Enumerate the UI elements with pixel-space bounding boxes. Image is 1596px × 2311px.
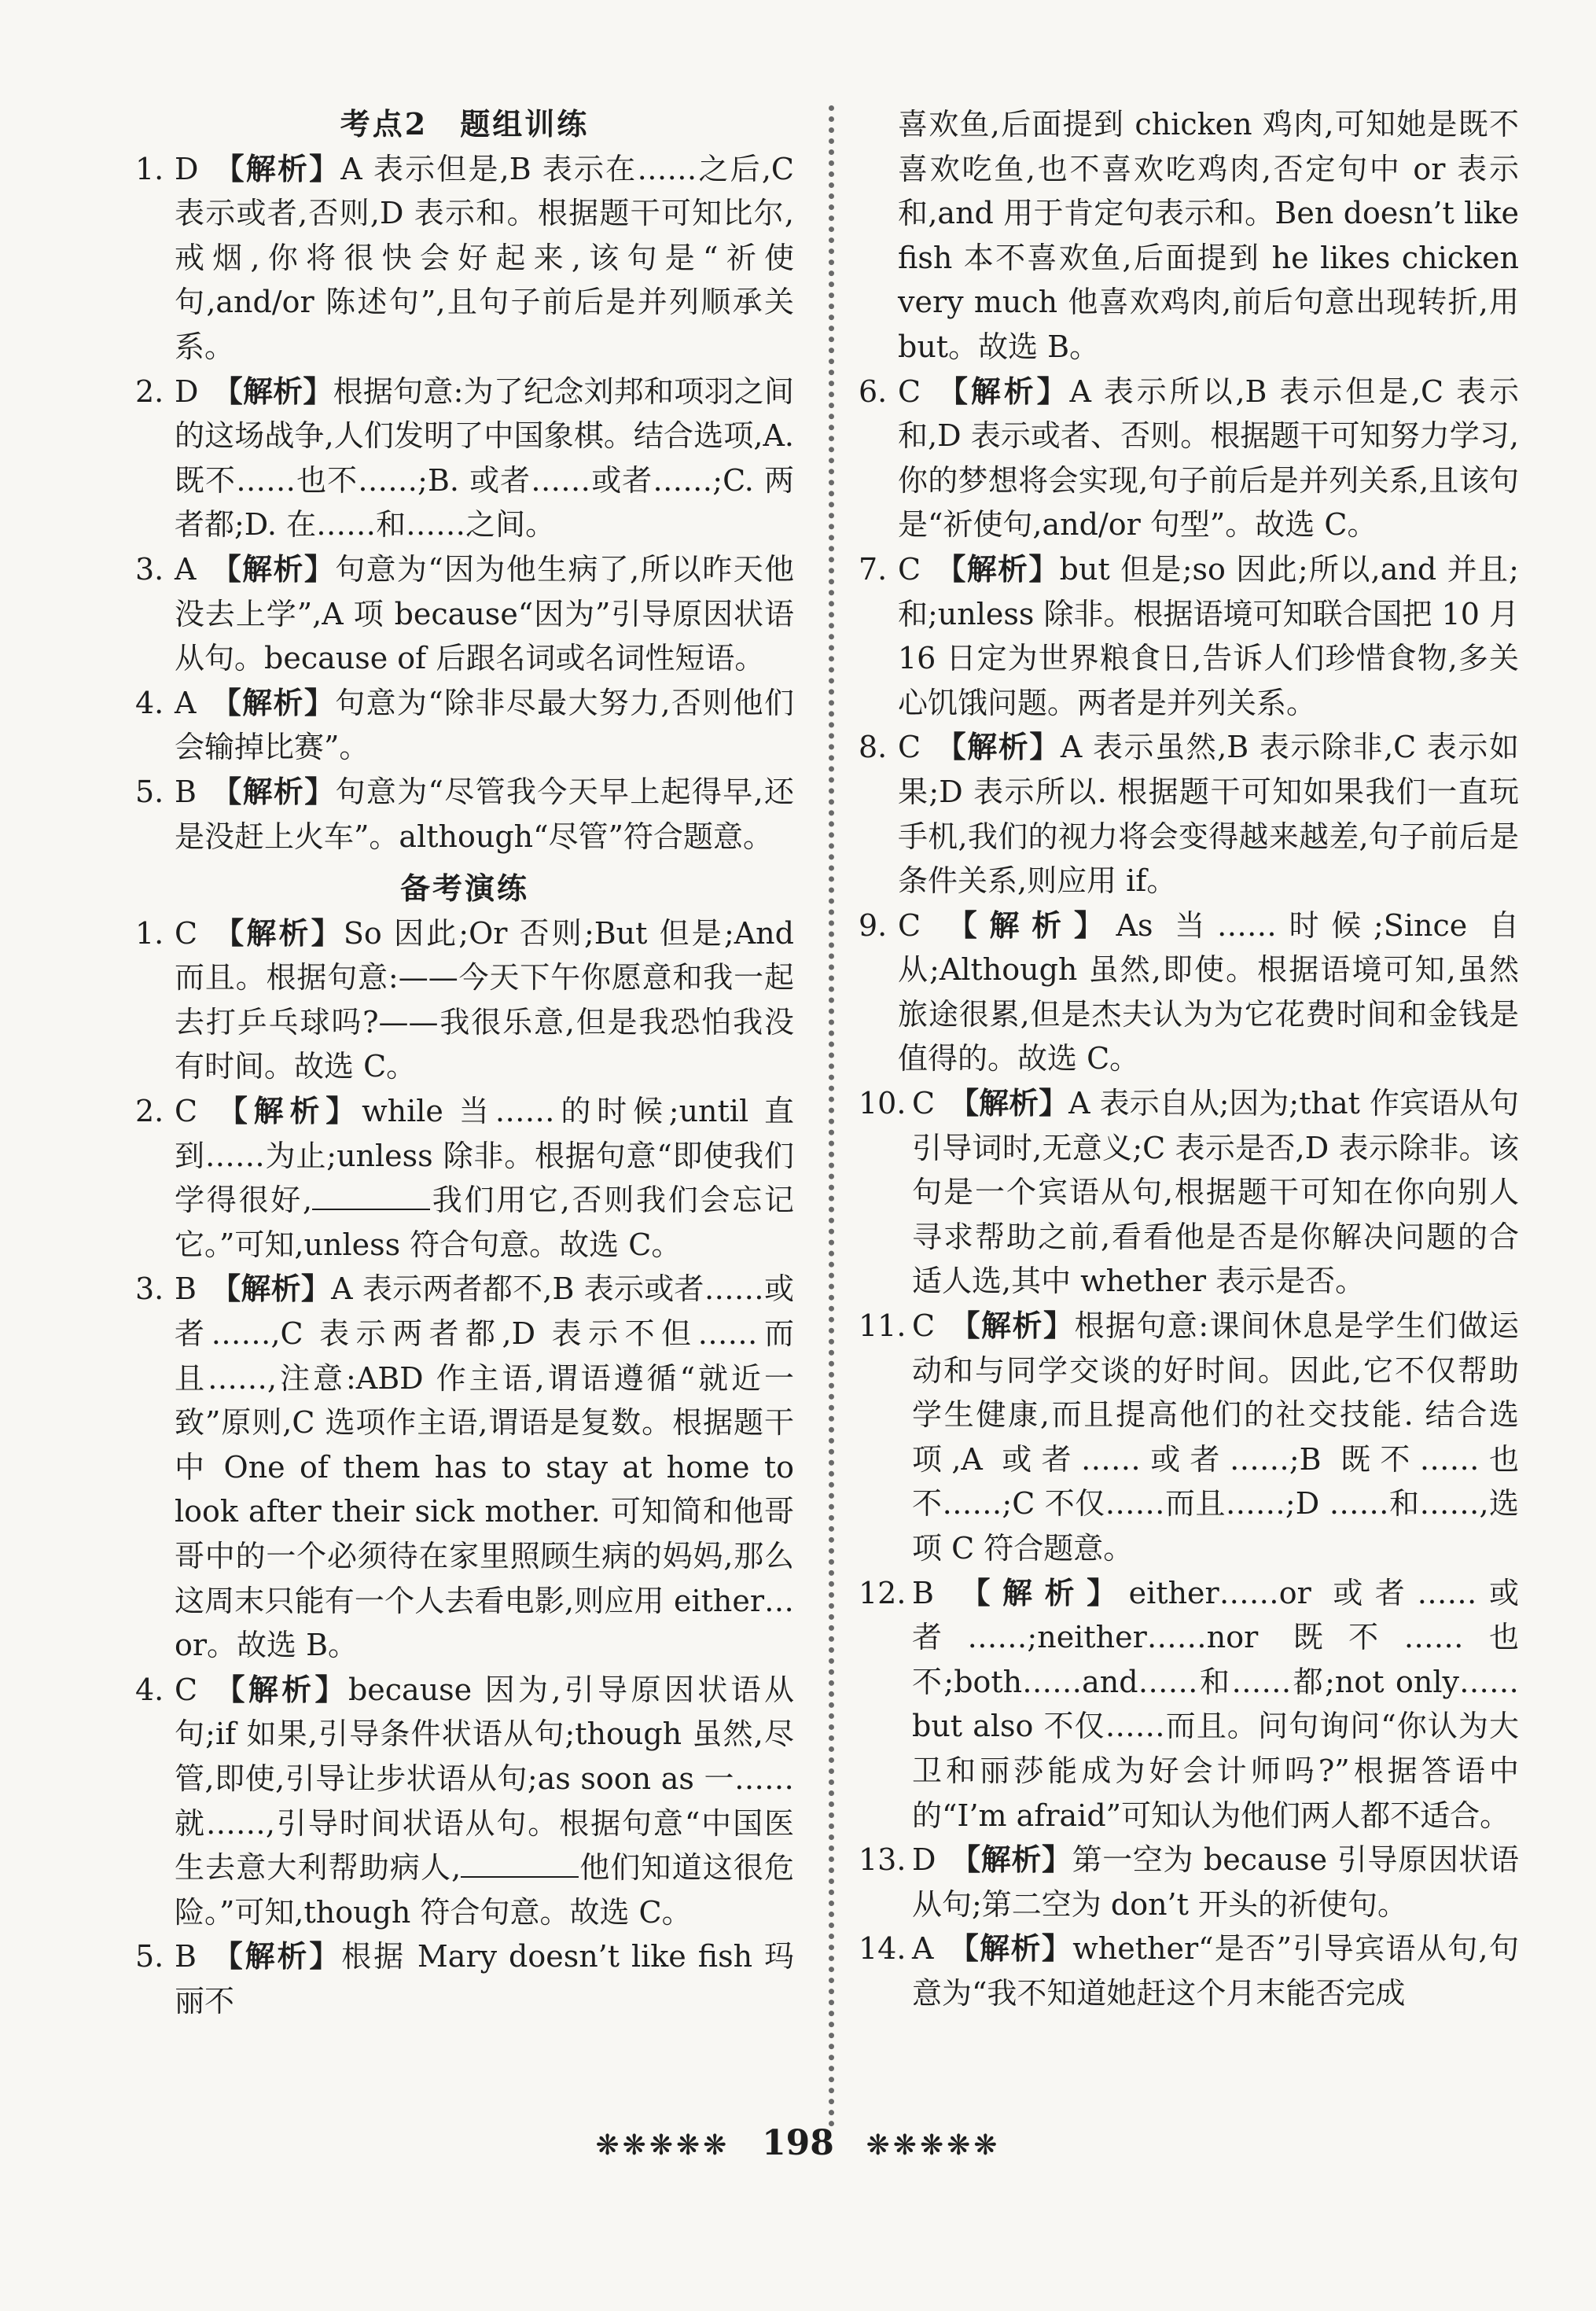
practice-item-5: 5. B 【解析】句意为“尽管我今天早上起得早,还是没赶上火车”。although“尽管”符合题意。 <box>135 773 794 854</box>
left-column <box>135 102 794 2024</box>
section-title-practice: 考点2 题组训练 <box>340 106 590 142</box>
practice-item-1: 1. D 【解析】A 表示但是,B 表示在……之后,C 表示或者,否则,D 表示和。根据题干可知比尔,戒烟,你将很快会好起来,该句是“祈使句,and/or 陈述句”,且句子前后是并列顺承关系。 <box>135 150 794 364</box>
fill-blank <box>312 1185 430 1210</box>
practice-item-3: 3. A 【解析】句意为“因为他生病了,所以昨天他没去上学”,A 项 because“因为”引导原因状语从句。because of 后跟名词或名词性短语。 <box>135 550 794 676</box>
decorative-stars-left: ❋❋❋❋❋ <box>595 2129 730 2162</box>
answer-item-3: 3. B 【解析】A 表示两者都不,B 表示或者……或者……,C 表示两者都,D 表示不但……而且……,注意:ABD 作主语,谓语遵循“就近一致”原则,C 选项作主语,谓语是复数。根据题干中 One of them has to stay at home to look after their sick mother. 可知简和他哥哥中的一个必须待在家里照顾生病的妈妈,那么这周末只能有一个人去看电影,则应用 either…or。故选 B。 <box>135 1271 794 1663</box>
decorative-stars-right: ❋❋❋❋❋ <box>866 2129 1001 2162</box>
answer-item-8: 8. C 【解析】A 表示虽然,B 表示除非,C 表示如果;D 表示所以. 根据题干可知如果我们一直玩手机,我们的视力将会变得越来越差,句子前后是条件关系,则应用 if。 <box>859 729 1519 899</box>
practice-item-4: 4. A 【解析】句意为“除非尽最大努力,否则他们会输掉比赛”。 <box>135 684 794 765</box>
section-practice-items <box>135 147 794 859</box>
answer-item-7: 7. C 【解析】but 但是;so 因此;所以,and 并且;和;unless 除非。根据语境可知联合国把 10 月 16 日定为世界粮食日,告诉人们珍惜食物,多关心饥饿问题。两者是并列关系。 <box>859 550 1519 720</box>
continuation-text: 喜欢鱼,后面提到 chicken 鸡肉,可知她是既不喜欢吃鱼,也不喜欢吃鸡肉,否定句中 or 表示和,and 用于肯定句表示和。Ben doesn’t like fish 本不喜欢鱼,后面提到 he likes chicken very much 他喜欢鸡肉,前后句意出现转折,用 but。故选 B。 <box>898 107 1519 364</box>
answer-item-4: 4. C 【解析】because 因为,引导原因状语从句;if 如果,引导条件状语从句;though 虽然,尽管,即使,引导让步状语从句;as soon as 一……就……,引导时间状语从句。根据句意“中国医生去意大利帮助病人, 他们知道这很危险。”可知,though 符合句意。故选 C。 <box>135 1671 794 1930</box>
answer-item-13: 13. D 【解析】第一空为 because 引导原因状语从句;第二空为 don’t 开头的祈使句。 <box>859 1842 1519 1922</box>
answer-item-12: 12. B 【解析】either……or 或者……或者……;neither……nor 既不……也不;both……and……和……都;not only……but also 不仅……而且。问句询问“你认为大卫和丽莎能成为好会计师吗?”根据答语中的“I’m afraid”可知认为他们两人都不适合。 <box>859 1574 1519 1833</box>
answer-item-10: 10. C 【解析】A 表示自从;因为;that 作宾语从句引导词时,无意义;C 表示是否,D 表示除非。该句是一个宾语从句,根据题干可知在你向别人寻求帮助之前,看看他是否是你解决问题的合适人选,其中 whether 表示是否。 <box>859 1085 1519 1299</box>
drill-item-1: 1. C 【解析】So 因此;Or 否则;But 但是;And 而且。根据句意:——今天下午你愿意和我一起去打乒乓球吗?——我很乐意,但是我恐怕我没有时间。故选 C。 <box>135 914 794 1084</box>
answer-item-14: 14. A 【解析】whether“是否”引导宾语从句,句意为“我不知道她赶这个月末能否完成 <box>859 1930 1519 2011</box>
fill-blank <box>461 1853 579 1878</box>
section-title-exam-drill: 备考演练 <box>399 870 529 907</box>
answer-item-9: 9. C 【解析】As 当……时候;Since 自从;Although 虽然,即使。根据语境可知,虽然旅途很累,但是杰夫认为为它花费时间和金钱是值得的。故选 C。 <box>859 907 1519 1076</box>
practice-item-2: 2. D 【解析】根据句意:为了纪念刘邦和项羽之间的这场战争,人们发明了中国象棋。结合选项,A. 既不……也不……;B. 或者……或者……;C. 两者都;D. 在……和……之间。 <box>135 373 794 543</box>
answer-item-5: 5. B 【解析】根据 Mary doesn’t like fish 玛丽不 <box>135 1938 794 2018</box>
section-drill-items <box>135 911 794 1089</box>
right-answer-items <box>859 370 1519 2016</box>
answer-item-2: 2. C 【解析】while 当……的时候;until 直到……为止;unless 除非。根据句意“即使我们学得很好, 我们用它,否则我们会忘记它。”可知,unless 符合句意。故选 C。 <box>135 1093 794 1262</box>
answer-item-6: 6. C 【解析】A 表示所以,B 表示但是,C 表示和,D 表示或者、否则。根据题干可知努力学习,你的梦想将会实现,句子前后是并列关系,且该句是“祈使句,and/or 句型”。故选 C。 <box>859 373 1519 543</box>
right-column <box>859 102 1519 2016</box>
answer-item-11: 11. C 【解析】根据句意:课间休息是学生们做运动和与同学交谈的好时间。因此,它不仅帮助学生健康,而且提高他们的社交技能. 结合选项,A 或者……或者……;B 既不……也不……;C 不仅……而且……;D ……和……,选项 C 符合题意。 <box>859 1308 1519 1566</box>
page-number: 198 <box>762 2123 834 2163</box>
page-footer <box>0 2123 1596 2163</box>
column-divider <box>829 105 834 2128</box>
